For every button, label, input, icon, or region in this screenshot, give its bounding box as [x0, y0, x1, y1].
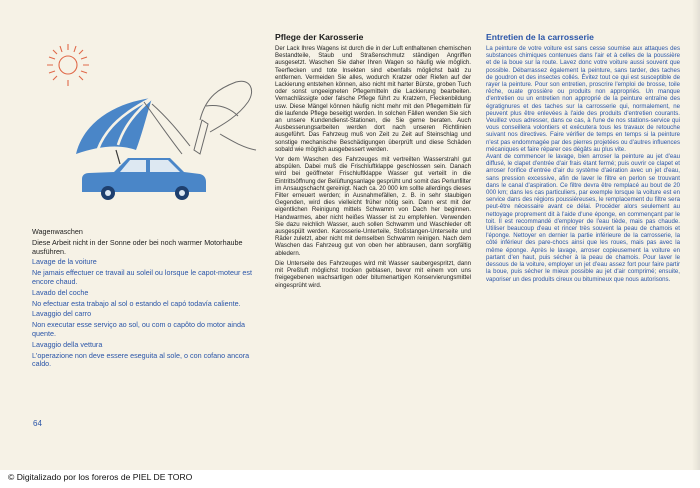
- french-paragraph: Avant de commencer le lavage, bien arroser la peinture au jet d'eau diffusé, le clapet d'entrée d'air frais étant fermé; puis ouvrir ce clapet et arroser l'orifice d'entrée d'air du système d'aération avec un jet d'eau, sans pression excessive, afin de laver le filtre en perlon se trouvant dans le canal d'aspiration. Ce filtre devra être remplacé au bout de 20 000 km; dans les cas particuliers, par exemple lorsque la voiture est en service dans des régions poussiéreuses, le remplacement du filtre sera peut-être nécessaire avant ce délai. Procéder alors seulement au nettoyage proprement dit à l'aide d'une éponge, en commençant par le toit. Il est recommandé d'employer de l'eau tiède, mais pas chaude. Utiliser beaucoup d'eau et rincer très souvent la peau de chamois et l'éponge. Nettoyer en dernier la partie inférieure de la carrosserie, la côté inférieur des pare-chocs ainsi que les roues, mais pas avec la même éponge. Après le lavage, arroser copieusement la voiture en partant d'en haut, puis sécher à la peau de chamois. Pour laver le dessous de la voiture, employer un jet d'eau assez fort pour faire partir la boue, puis sécher le mieux possible au jet d'air comprimé; ensuite, vaporiser un des produits cireux ou bitumineux que nous autorisons.: [486, 153, 680, 283]
- car-washing-note-portuguese: Non executar esse serviço ao sol, ou com o capôto do motor ainda quente.: [32, 320, 245, 338]
- car-washing-heading-spanish: Lavado del coche: [32, 287, 89, 297]
- car-washing-heading-german: Wagenwaschen: [32, 228, 83, 236]
- car-washing-heading-french: Lavage de la voiture: [32, 257, 97, 267]
- sun-icon: [47, 44, 89, 86]
- car-washing-heading-italian: Lavaggio della vettura: [32, 339, 103, 349]
- car-washing-note-spanish: No efectuar esta trabajo al sol o estando el capó todavía caliente.: [32, 298, 241, 308]
- german-paragraph: Der Lack Ihres Wagens ist durch die in der Luft enthaltenen chemischen Bestandteile, Staub und Straßenschmutz ständigen Angriffen ausgesetzt. Waschen Sie daher Ihren Wagen so häufig wie möglich. Teerflecken und tote Insekten sind ebenfalls möglichst bald zu entfernen. Vermeiden Sie alles, wodurch Kratzer oder Riefen auf der Lackierung entstehen können, also nicht mit harter Bürste, groben Tuch oder sonst ungeeigneten Pflegemitteln die Lackierung bearbeiten. Vernachlässigte oder falsche Pflege führt zu Kratzern, Fleckenbildung usw. Diese Mängel können häufig nicht mehr mit den Pflegemitteln für die laufende Pflege beseitigt werden. In solchen Fällen wenden Sie sich an unsere Kundendienst-Stationen, die Sie gerne beraten. Auch Ausbesserungsarbeiten werden dort nach unseren Richtlinien ausgeführt. Das Fahrzeug muß von Zeit zu Zeit auf Steinschlag und sonstige mechanische Beschädigungen überprüft und diese Schäden sobald wie möglich ausgebessert werden.: [275, 45, 471, 153]
- car-icon: [82, 158, 206, 200]
- page-number: 64: [33, 419, 42, 428]
- french-column: [486, 32, 680, 283]
- umbrella-icon: [76, 98, 152, 164]
- left-column-text: [32, 228, 262, 371]
- line-drawings: [144, 81, 256, 154]
- german-paragraph: Die Unterseite des Fahrzeuges wird mit Wasser saubergespritzt, dann mit Preßluft möglichst trocken geblasen, bevor mit einem von uns freigegebenen wachsartigen oder bitumenartigen Konservierungsmittel eingesprüht wird.: [275, 259, 471, 289]
- car-washing-heading-portuguese: Lavaggio del carro: [32, 309, 92, 319]
- car-washing-note-italian: L'operazione non deve essere eseguita al sole, o con cofano ancora caldo.: [32, 350, 250, 369]
- german-column: [275, 32, 471, 292]
- french-title: Entretien de la carrosserie: [486, 32, 594, 42]
- car-washing-note-german: Diese Arbeit nicht in der Sonne oder bei noch warmer Motorhaube ausführen.: [32, 237, 243, 256]
- car-washing-illustration: [24, 32, 264, 222]
- car-washing-note-french: Ne jamais effectuer ce travail au soleil ou lorsque le capot-moteur est encore chaud.: [32, 268, 252, 286]
- german-paragraph: Vor dem Waschen des Fahrzeuges mit vertreilten Wasserstrahl gut abspülen. Dabei muß die Frischluftklappe geschlossen sein. Danach wird bei geöffneter Frischluftklappe Wasser gut verteilt in die Eintrittsöffnung der Belüftungsanlage gesprüht und somit das Perlunfilter im Ansaugschacht gereinigt. Nach ca. 20 000 km sollte allerdings dieses Filter erneuert werden; in Ausnahmefällen, z. B. in sehr staubigen Gegenden, wird dies vielleicht früher nötig sein. Dann erst mit der eigentlichen Reinigung mittels Schwamm von Dach her beginnen. Handwarmes, aber nicht heißes Wasser ist zu empfehlen. Verwenden Sie dazu reichlich Wasser, auch sollen Schwamm und Waschleder oft ausgespült werden. Karosserie-Unterteile, Stoßstangen-Unterseite und Räder zuletzt, aber nicht mit demselben Schwamm reinigen. Nach dem Waschen das Fahrzeug gut von oben her abbrausen, dann sorgfältig abledern.: [275, 156, 471, 257]
- digitization-credit: © Digitalizado por los foreros de PIEL DE TORO: [8, 472, 193, 482]
- french-paragraph: La peinture de votre voiture est sans cesse soumise aux attaques des substances chimiques contenues dans l'air et à celles de la poussière et de la boue sur la route. Lavez donc votre voiture aussi souvent que possible. Débarrassez également la peinture, sans tarder, des taches de goudron et des insectes collés. Évitez tout ce qui est susceptible de rayer la peinture. Pour son entretien, proscrire l'emploi de brosse, toile rêche, ouate grossière ou produits non appropriés. Un manque d'entretien ou un entretien non approprié de la peinture entraîne des égratignures et des taches sur la carrosserie qui, normalement, ne peuvent plus être enlevées à l'aide des produits d'entretien courants. Veuillez vous adresser, dans ce cas, à l'une de nos stations-service qui vous conseillera volontiers et exécutera tous les travaux de retouche suivant nos directives. Faire vérifier de temps en temps si la peinture n'est pas endommagée par des pierres projetées ou d'autres influences mécaniques et faire réparer ces dégâts au plus vite.: [486, 45, 680, 153]
- german-title: Pflege der Karosserie: [275, 32, 364, 42]
